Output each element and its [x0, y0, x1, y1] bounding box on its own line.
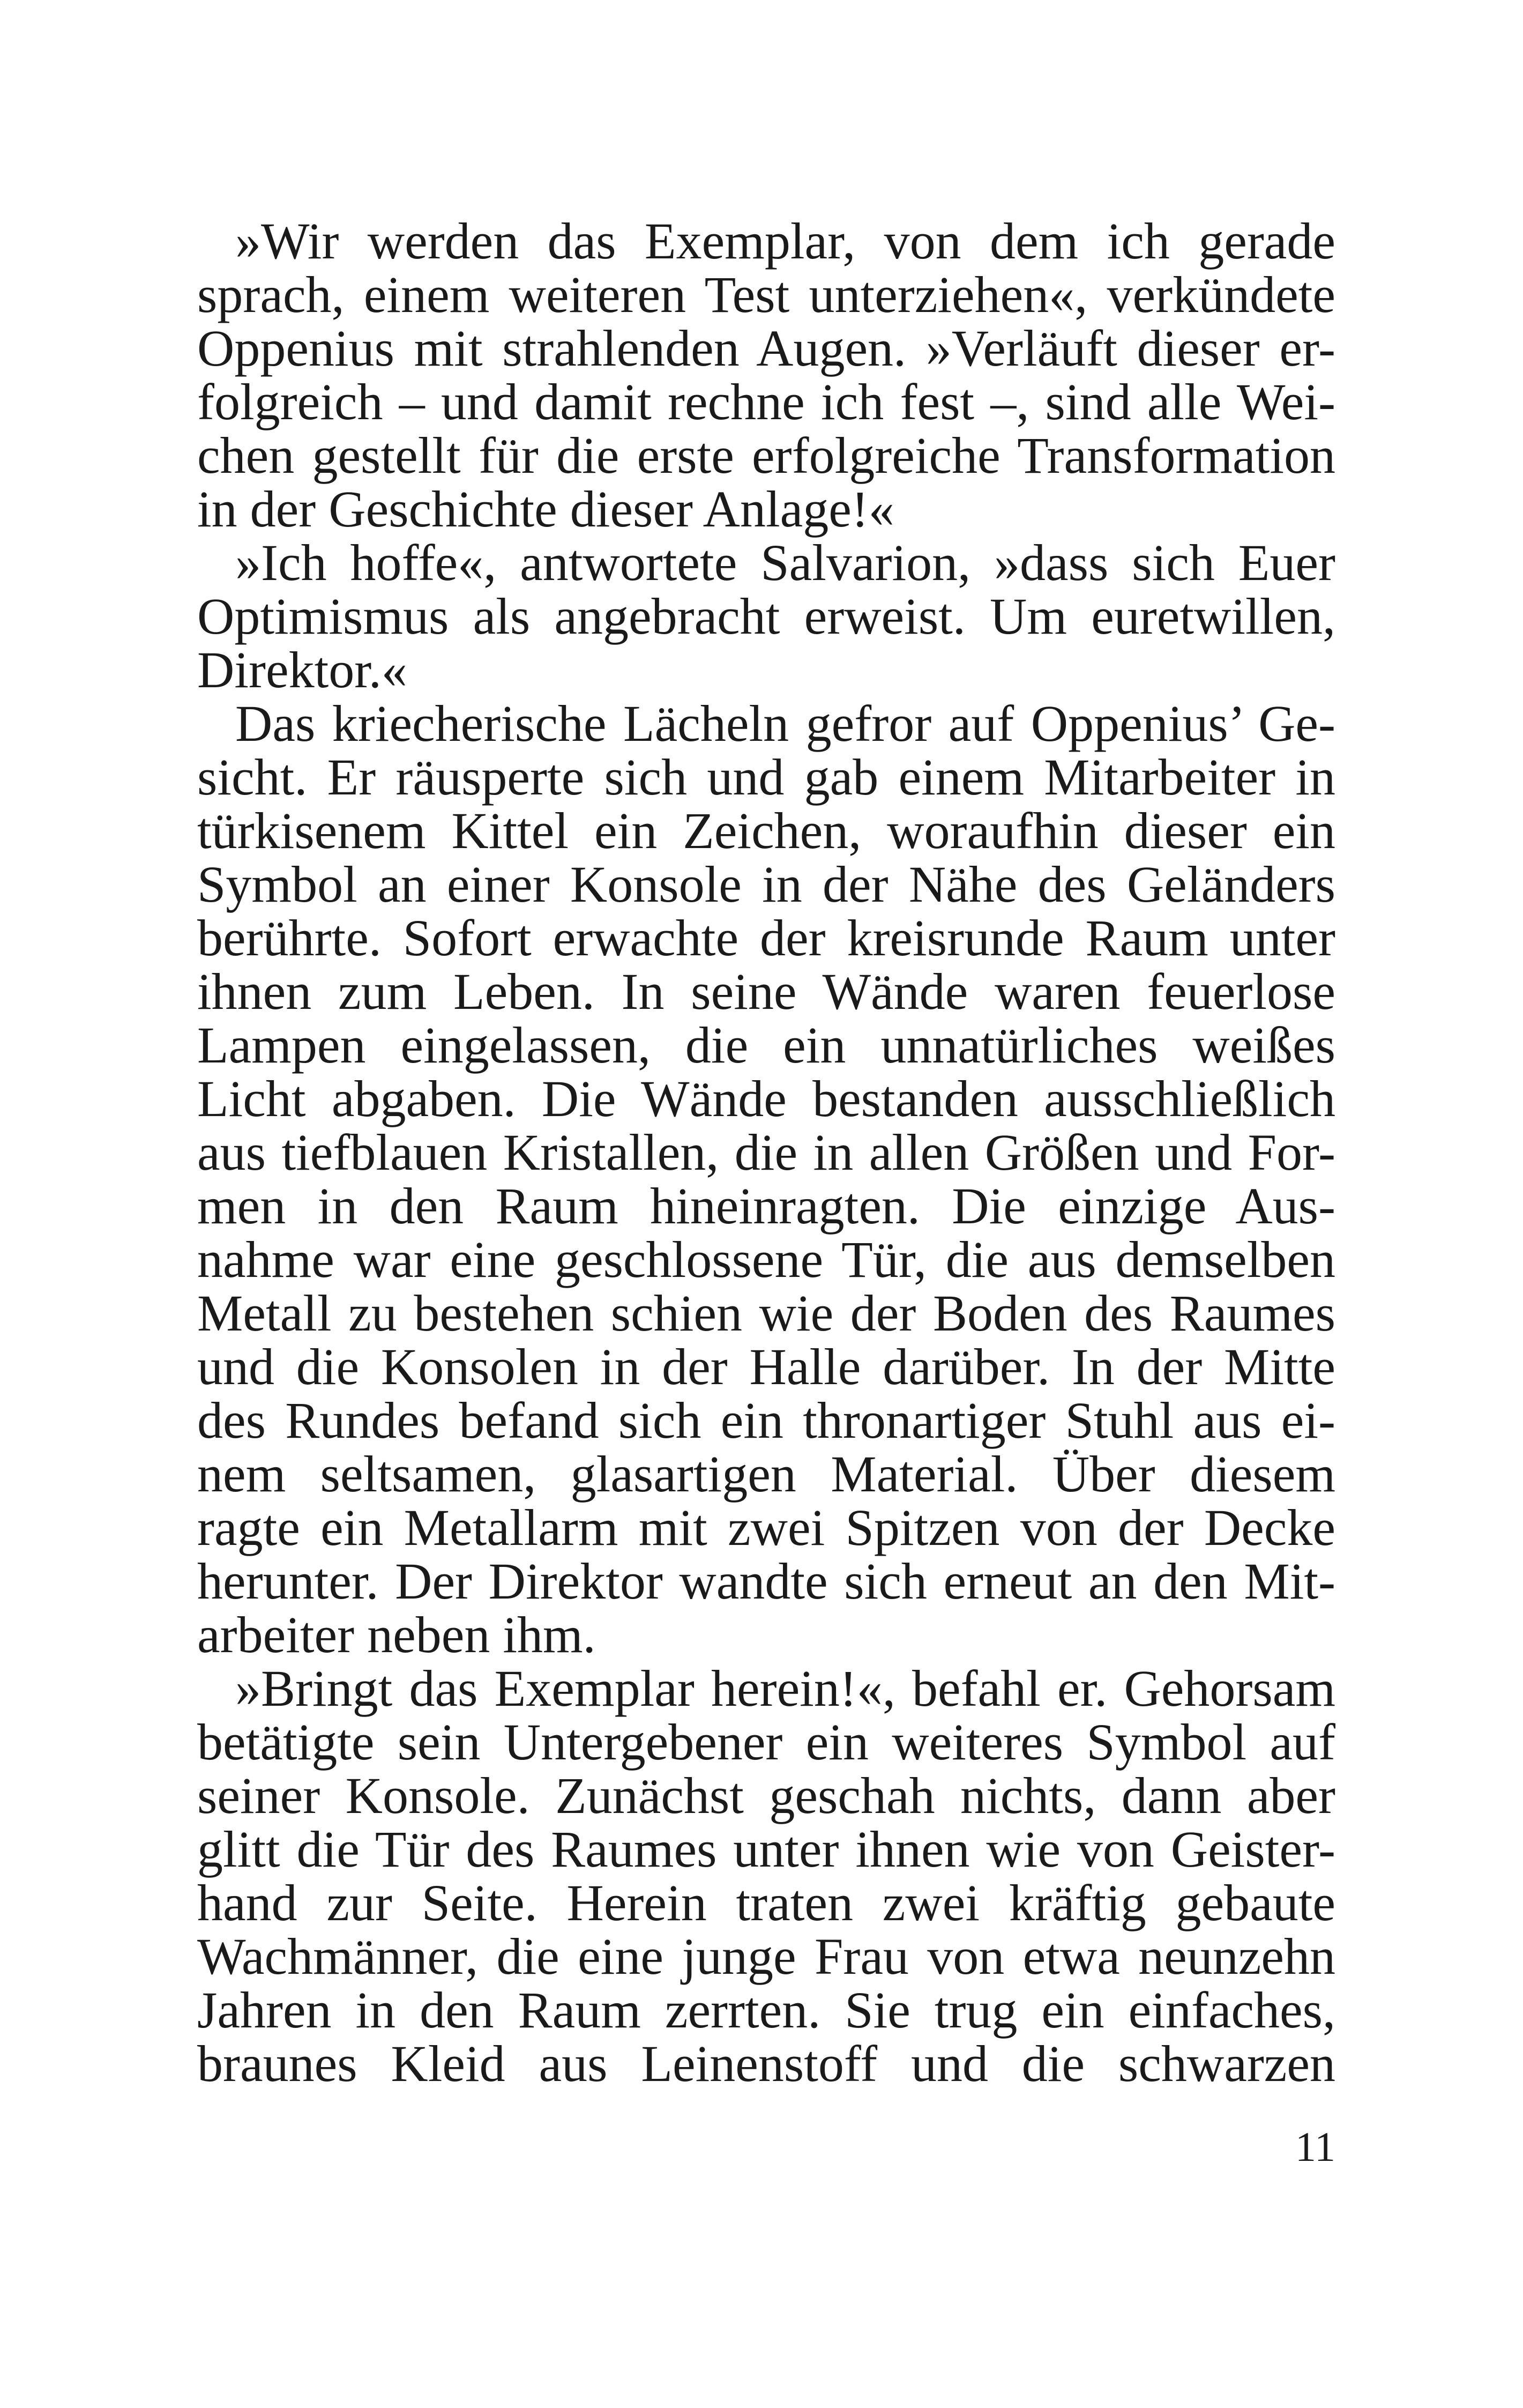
text-line: seiner Konsole. Zunächst geschah nichts, dann aber — [197, 1767, 1335, 1824]
text-line: Metall zu bestehen schien wie der Boden des Raumes — [197, 1284, 1335, 1342]
text-line: »Wir werden das Exemplar, von dem ich gerade — [235, 212, 1335, 270]
text-line: glitt die Tür des Raumes unter ihnen wie von Geister- — [197, 1820, 1335, 1878]
text-line: aus tiefblauen Kristallen, die in allen Größen und For- — [197, 1124, 1335, 1181]
text-line: hand zur Seite. Herein traten zwei kräftig gebaute — [197, 1874, 1335, 1931]
text-line: Oppenius mit strahlenden Augen. »Verläuft dieser er- — [197, 319, 1335, 377]
text-line: betätigte sein Untergebener ein weiteres Symbol auf — [197, 1713, 1335, 1771]
text-line: nem seltsamen, glasartigen Material. Über diesem — [197, 1445, 1335, 1503]
text-line: in der Geschichte dieser Anlage!« — [197, 480, 894, 538]
text-line: herunter. Der Direktor wandte sich erneut an den Mit- — [197, 1552, 1335, 1610]
text-line: Direktor.« — [197, 641, 407, 698]
text-line: türkisenem Kittel ein Zeichen, woraufhin dieser ein — [197, 802, 1335, 859]
text-line: ragte ein Metallarm mit zwei Spitzen von der Decke — [197, 1499, 1335, 1556]
text-line: Wachmänner, die eine junge Frau von etwa neunzehn — [197, 1928, 1335, 1985]
text-line: Das kriecherische Lächeln gefror auf Oppenius’ Ge- — [235, 695, 1335, 752]
text-line: berührte. Sofort erwachte der kreisrunde Raum unter — [197, 909, 1335, 967]
text-line: ihnen zum Leben. In seine Wände waren feuerlose — [197, 963, 1335, 1020]
text-line: »Bringt das Exemplar herein!«, befahl er. Gehorsam — [235, 1660, 1335, 1717]
text-line: folgreich – und damit rechne ich fest –, sind alle Wei- — [197, 373, 1335, 430]
text-line: und die Konsolen in der Halle darüber. In der Mitte — [197, 1338, 1335, 1395]
text-line: Symbol an einer Konsole in der Nähe des Geländers — [197, 856, 1335, 913]
body-text — [197, 214, 1335, 2091]
text-line: Lampen eingelassen, die ein unnatürliches weißes — [197, 1016, 1335, 1074]
text-line: »Ich hoffe«, antwortete Salvarion, »dass sich Euer — [235, 534, 1335, 591]
text-line: chen gestellt für die erste erfolgreiche Transformation — [197, 427, 1335, 484]
text-line: nahme war eine geschlossene Tür, die aus demselben — [197, 1231, 1335, 1288]
text-line: arbeiter neben ihm. — [197, 1606, 596, 1663]
text-line: sprach, einem weiteren Test unterziehen«, verkündete — [197, 266, 1335, 323]
text-line: braunes Kleid aus Leinenstoff und die schwarzen — [197, 2035, 1335, 2092]
text-line: Jahren in den Raum zerrten. Sie trug ein einfaches, — [197, 1981, 1335, 2039]
text-line: Licht abgaben. Die Wände bestanden ausschließlich — [197, 1070, 1335, 1127]
text-line: sicht. Er räusperte sich und gab einem Mitarbeiter in — [197, 748, 1335, 806]
text-line: men in den Raum hineinragten. Die einzige Aus- — [197, 1177, 1335, 1235]
text-line: Optimismus als angebracht erweist. Um euretwillen, — [197, 588, 1335, 645]
text-line: des Rundes befand sich ein thronartiger Stuhl aus ei- — [197, 1392, 1335, 1449]
page-number: 11 — [1295, 2123, 1335, 2170]
